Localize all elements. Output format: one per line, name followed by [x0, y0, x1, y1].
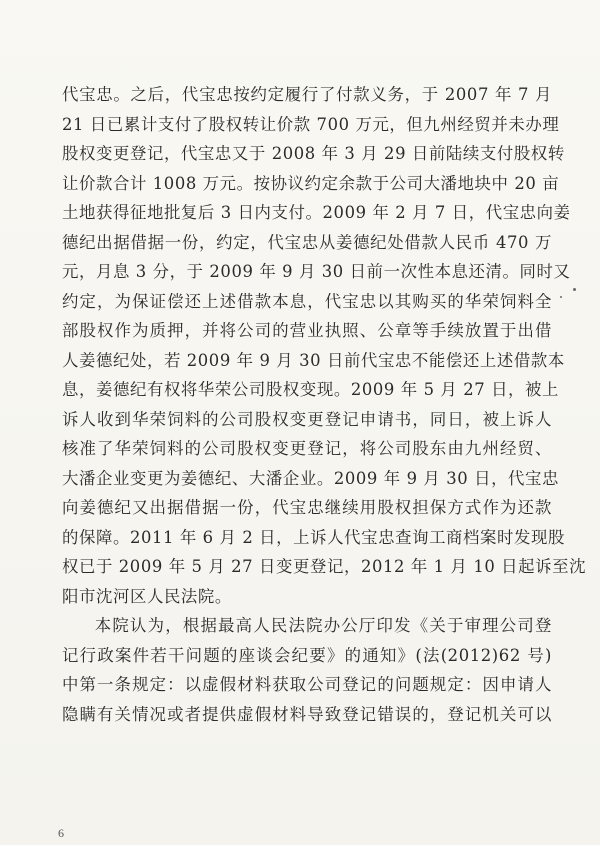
text-line: 阳市沈河区人民法院。 — [62, 586, 232, 606]
text-line: 本院认为，根据最高人民法院办公厅印发《关于审理公司登 — [94, 616, 552, 635]
text-line: 大潘企业变更为姜德纪、大潘企业。2009 年 9 月 30 日，代宝忠 — [62, 468, 560, 488]
text-line: 元，月息 3 分，于 2009 年 9 月 30 日前一次性本息还清。同时又 — [62, 262, 571, 281]
text-line: 股权变更登记，代宝忠又于 2008 年 3 月 29 日前陆续支付股权转 — [62, 144, 565, 163]
text-line: 人姜德纪处，若 2009 年 9 月 30 日前代宝忠不能偿还上述借款本 — [62, 350, 565, 370]
text-line: 的保障。2011 年 6 月 2 日，上诉人代宝忠查询工商档案时发现股 — [62, 527, 565, 547]
text-line: 部股权作为质押，并将公司的营业执照、公章等手续放置于出借 — [62, 321, 552, 340]
text-line: 向姜德纪又出据借据一份，代宝忠继续用股权担保方式作为还款 — [62, 498, 552, 517]
text-line: 让价款合计 1008 万元。按协议约定余款于公司大潘地块中 20 亩 — [62, 173, 560, 193]
text-line: 记行政案件若干问题的座谈会纪要》的通知》(法(2012)62 号) — [62, 645, 552, 665]
text-line: 土地获得征地批复后 3 日内支付。2009 年 2 月 7 日，代宝忠向姜 — [62, 203, 571, 222]
text-line: 中第一条规定：以虚假材料获取公司登记的问题规定：因申请人 — [62, 675, 552, 694]
paragraph-2 — [62, 611, 552, 729]
text-line: 代宝忠。之后，代宝忠按约定履行了付款义务，于 2007 年 7 月 — [62, 85, 552, 104]
page-number: 6 — [58, 826, 64, 840]
text-line: 德纪出据借据一份，约定，代宝忠从姜德纪处借款人民币 470 万 — [62, 232, 552, 252]
text-line: 诉人收到华荣饲料的公司股权变更登记申请书，同日，被上诉人 — [62, 409, 552, 429]
text-line: 息，姜德纪有权将华荣公司股权变现。2009 年 5 月 27 日，被上 — [62, 380, 560, 399]
body-text — [62, 80, 587, 729]
text-line: 21 日已累计支付了股权转让价款 700 万元，但九州经贸并未办理 — [62, 114, 560, 134]
text-line: 权已于 2009 年 5 月 27 日变更登记，2012 年 1 月 10 日起诉至沈 — [62, 557, 587, 576]
scan-speck — [573, 288, 576, 291]
text-line: 隐瞒有关情况或者提供虚假材料导致登记错误的，登记机关可以 — [62, 704, 552, 724]
text-line: 核准了华荣饲料的公司股权变更登记，将公司股东由九州经贸、 — [62, 439, 552, 458]
paragraph-1 — [62, 80, 587, 611]
text-line: 约定，为保证偿还上述借款本息，代宝忠以其购买的华荣饲料全 — [62, 291, 552, 311]
scan-speck — [560, 296, 562, 298]
